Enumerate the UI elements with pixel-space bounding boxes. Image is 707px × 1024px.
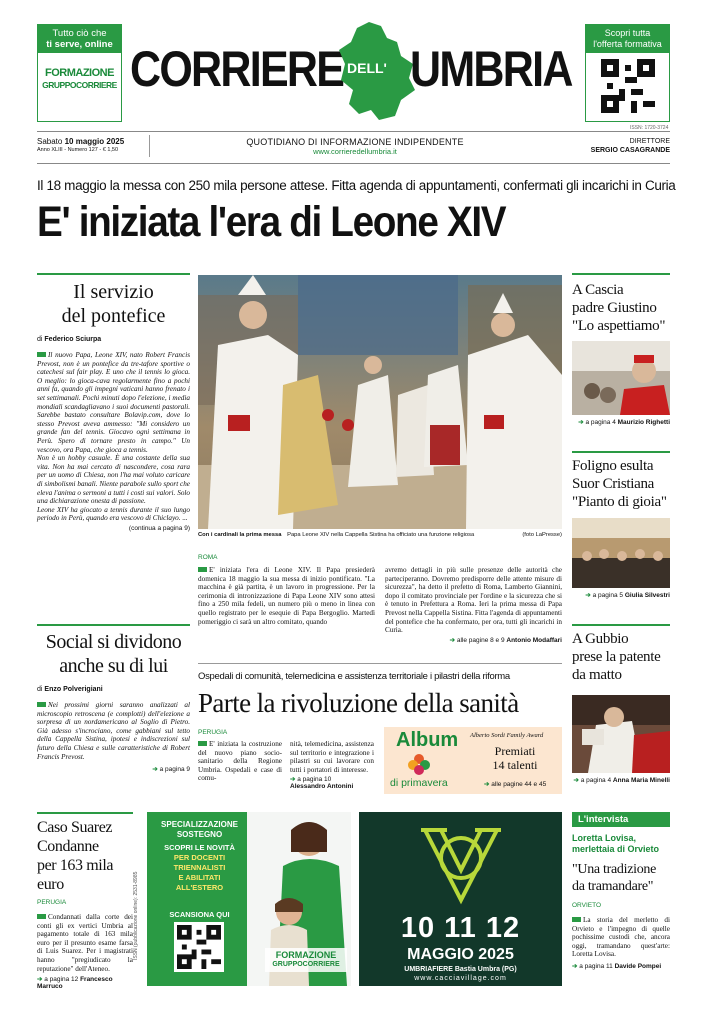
lead-headline[interactable]: E' iniziata l'era di Leone XIV <box>37 198 506 246</box>
ad-form-l4: PER DOCENTI <box>173 853 226 862</box>
caccia-month: MAGGIO 2025 <box>407 946 514 963</box>
album-subtitle: di primavera <box>390 777 448 789</box>
ad-form-brand2: GRUPPOCORRIERE <box>272 961 340 968</box>
qr-code-icon <box>601 59 655 113</box>
left-article-2[interactable]: Social si dividono anche su di lui di Enzo Polverigiani Nei prossimi giorni saranno analizzati al microscopio retroscena (e complotti) dell'elezione a sorpresa di un nordamericano al Soglio di Pietro. Già adesso s'incrociano, come gabbiani sul tetto della Cappella Sistina, ipotesi e indiscrezioni sul futuro della Chiesa e sulle caratteristiche di Robert Francis Prevost. ➔ a pagina 9 <box>37 631 190 774</box>
center-divider <box>198 663 562 664</box>
author: Maurizio Righetti <box>617 419 670 426</box>
left-col-rule <box>37 273 190 275</box>
ra2-t3: "Pianto di gioia" <box>572 494 667 510</box>
photo-credit: (foto LaPresse) <box>522 532 562 538</box>
center-ref[interactable]: alle pagine 8 e 9 <box>456 636 505 644</box>
issn-label: ISSN: 1720-3724 <box>630 125 669 131</box>
caccia-dates: 10 11 12 <box>400 912 521 944</box>
left-promo-brand2: GRUPPOCORRIERE <box>42 80 117 90</box>
website-link[interactable]: www.corrieredellumbria.it <box>313 147 397 156</box>
caccia-venue: UMBRIAFIERE Bastia Umbra (PG) <box>404 966 517 973</box>
sanita-body-1: E' iniziata la costruzione del nuovo piano socio-sanitario della Regione Umbria. Ospedali e case di comu- <box>198 740 282 783</box>
vertical-note: ISSN (pubblicazione online): 2531-8985 <box>133 871 139 960</box>
lead-kicker: Il 18 maggio la messa con 250 mila persone attese. Fitta agenda di appuntamenti, confermati gli incarichi in Curia <box>37 178 676 193</box>
author: Giulia Silvestri <box>624 592 670 599</box>
left-article-1-body3: Leone XIV ha giocato a tennis durante il suo lungo periodo in Perù, quando era vescovo di Chiclayo. ... <box>37 505 190 523</box>
center-article[interactable]: ROMA E' iniziata l'era di Leone XIV. Il Papa presiederà domenica 18 maggio la sua messa di inizio pontificato. "La macchina è già partita, è un lavoro in progressione. Per la cerimonia di intronizzazione di Papa Leone XIV sono attesi fino a 250 mila fedeli, un numero più o meno in linea con quello registrato per le esequie di Papa Bergoglio. Martedì pomeriggio ci sarà un altro comitato, quando avremo dettagli in più sulle presenze delle autorità che parteciperanno. Dovremo predisporre delle attente misure di sicurezza", ha detto il prefetto di Roma, Lamberto Giannini, dopo il comitato provinciale per l'ordine e la sicurezza che si è tenuto in Prefettura a Roma. Ieri la prima messa di Papa Prevost nella Cappella Sistina. Fitta l'agenda di appuntamenti del pontefice che ha confermato, per ora, tutti gli incarichi in Curia. ➔ alle pagine 8 e 9 Antonio Modaffari <box>198 554 562 644</box>
byline: Enzo Polverigiani <box>44 686 103 693</box>
continue-link[interactable]: (continua a pagina 9) <box>128 524 190 532</box>
ra2-ref[interactable]: a pagina 5 <box>592 592 624 599</box>
left-article-2-title2: anche su di lui <box>59 655 168 677</box>
left-article-3-location: PERUGIA <box>37 899 67 906</box>
center-location: ROMA <box>198 554 218 561</box>
interview-quote-1: "Una tradizione <box>572 862 657 877</box>
ad-caccia-village[interactable] <box>359 812 562 986</box>
left-article-3[interactable]: Caso Suarez Condanne per 163 mila euro PERUGIA Condannati dalla corte dei conti gli ex vertici Umbria al pagamento totale di 163 mila euro per il presunto esame farsa di Luis Suarez. Per i magistrati hanno "pregiudicato la reputazione" dell'Ateneo. ➔ a pagina 12 Francesco Marruco <box>37 819 133 991</box>
header-rule-2 <box>37 163 670 164</box>
right-promo-line1: Scopri tutta <box>604 28 651 38</box>
main-photo-caption <box>198 532 562 538</box>
author: Davide Pompei <box>614 962 662 970</box>
date-prefix: Sabato <box>37 137 63 146</box>
ra3-ref[interactable]: a pagina 4 <box>580 777 612 784</box>
interview-ref[interactable]: a pagina 11 <box>579 962 613 970</box>
sanita-headline[interactable]: Parte la rivoluzione della sanità <box>198 688 519 718</box>
ra1-t1: A Cascia <box>572 282 624 298</box>
album-line2: 14 talenti <box>492 758 538 772</box>
left-col-rule-2 <box>37 624 190 626</box>
left-article-1-body2: Non è un hobby casuale. È una costante della sua vita. Non ha mai cercato di nascondere, cosa rara per un uomo di Chiesa, non l'ha mai voluto caricare di simbolismi banali. Niente parabole sullo sport che eleva l'anima o sermoni a tutti i costi sui valori. Solo una dichiarazione onesta di passione. <box>37 454 190 506</box>
masthead-mid: DELL' <box>347 60 387 76</box>
date-block <box>37 137 124 155</box>
byline-prefix: di <box>37 336 43 343</box>
ra3-t1: A Gubbio <box>572 631 629 647</box>
center-body-2: avremo dettagli in più sulle presenze delle autorità che parteciperanno. Dovremo predisporre delle attente misure di sicurezza", ha detto il prefetto di Roma, Lamberto Giannini, dopo il comitato provinciale per l'ordine e la sicurezza che si è tenuto in Prefettura a Roma. Ieri la prima messa di Papa Prevost nella Cappella Sistina. Fitta l'agenda di appuntamenti del pontefice che ha confermato, per ora, tutti gli incarichi in Curia. <box>385 566 562 635</box>
right-col-rule-3 <box>572 624 670 626</box>
left-article-2-title1: Social si dividono <box>45 631 182 653</box>
left-promo-line2: ti serve, online <box>46 39 113 50</box>
masthead-left: CORRIERE <box>130 41 344 97</box>
ad-form-l2: SOSTEGNO <box>176 830 223 839</box>
left-article-3-title3: per 163 mila euro <box>37 857 114 893</box>
ad-form-l1: SPECIALIZZAZIONE <box>161 820 238 829</box>
album-title: Album <box>396 729 459 751</box>
ra3-photo[interactable] <box>572 695 670 773</box>
ad-form-l7: ALL'ESTERO <box>175 883 224 892</box>
left-article-1-body: Il nuovo Papa, Leone XIV, nato Robert Francis Prevost, non è un pontefice da tre-tafore sportive o catechesi sul fair play. E uno che il tennis lo gioca. O meglio: lo gioca-cava regolarmente fino a pochi anni fa, quando gli impegni vaticani hanno frenato i set settimanali. Pochi minuti dopo l'elezione, i media mondiali scandagliavano i suoi documenti pastorali. Sarebbe bastato consultare Bolavip.com, dove lo stesso Prevost aveva ammesso: "Mi considero un grande fan del tennis. Giocavo ogni settimana in Perù. Spero di tornare presto in campo." Un vescovo, ora Papa, che gioca a tennis. <box>37 351 190 454</box>
left-article-2-ref[interactable]: a pagina 9 <box>159 766 190 774</box>
caption-bold: Con i cardinali la prima messa <box>198 532 282 538</box>
ra1-ref[interactable]: a pagina 4 <box>585 419 616 426</box>
sanita-body-2: nità, telemedicina, assistenza sul territorio e integrazione i pilastri su cui lavorare con tutti i portatori di interesse. <box>290 740 374 774</box>
caccia-village-logo <box>417 820 505 908</box>
left-article-2-body: Nei prossimi giorni saranno analizzati al microscopio retroscena (e complotti) dell'elezione a sorpresa di un nordamericano al Soglio di Pietro. Già adesso s'incrociano, come gabbiani sul tetto della Cappella Sistina, ipotesi e indiscrezioni sul futuro della Chiesa e sulle caratteristiche di Robert Francis Prevost. <box>37 701 190 761</box>
ad-form-l3: SCOPRI LE NOVITÀ <box>164 843 235 852</box>
ra1-photo[interactable] <box>572 341 670 415</box>
right-article-2[interactable]: Foligno esulta Suor Cristiana "Pianto di gioia" ➔ a pagina 5 Giulia Silvestri <box>572 458 670 599</box>
interview-body: La storia del merletto di Orvieto e l'impegno di quelle pochissime custodi che, ancora oggi, tramandano quest'arte: Loretta Lovisa. <box>572 916 670 959</box>
ra3-t3: da matto <box>572 667 622 683</box>
ad-form-brand1: FORMAZIONE <box>275 950 337 960</box>
masthead[interactable] <box>130 36 576 106</box>
left-article-3-title2: Condanne <box>37 838 99 855</box>
ad-form-scan: SCANSIONA QUI <box>169 910 230 919</box>
author: Anna Maria Minelli <box>612 777 670 784</box>
ra1-t3: "Lo aspettiamo" <box>572 318 666 334</box>
issue-info: Anno XLIII - Numero 127 - € 1,50 <box>37 147 119 153</box>
left-article-3-body: Condannati dalla corte dei conti gli ex vertici Umbria al pagamento totale di 163 mila euro per il presunto esame farsa di Luis Suarez. Per i magistrati hanno "pregiudicato la reputazione" dell'Ateneo. <box>37 913 133 973</box>
ra1-t2: padre Giustino <box>572 300 657 316</box>
album-award: Alberto Sordi Family Award <box>470 732 544 739</box>
right-promo-box[interactable] <box>585 24 670 122</box>
left-article-3-title1: Caso Suarez <box>37 819 113 836</box>
left-article-3-ref[interactable]: a pagina 12 <box>44 976 79 984</box>
left-promo-line1: Tutto ciò che <box>52 28 107 39</box>
ad-form-l6: E ABILITATI <box>178 873 221 882</box>
right-article-3[interactable]: A Gubbio prese la patente da matto ➔ a pagina 4 Anna Maria Minelli <box>572 631 670 784</box>
tagline: QUOTIDIANO DI INFORMAZIONE INDIPENDENTE <box>246 137 464 147</box>
ra2-t2: Suor Cristiana <box>572 476 655 492</box>
left-col-rule-3 <box>37 812 133 814</box>
sanita-ref[interactable]: a pagina 10 <box>297 776 332 784</box>
masthead-right: UMBRIA <box>410 41 572 97</box>
caption-text: Papa Leone XIV nella Cappella Sistina ha officiato una funzione religiosa <box>287 532 475 538</box>
left-promo-box[interactable] <box>37 24 122 122</box>
right-col-rule-2 <box>572 451 670 453</box>
header-rule <box>37 131 670 132</box>
left-promo-brand1: FORMAZIONE <box>45 67 114 79</box>
date-divider <box>149 135 150 157</box>
interview-location: ORVIETO <box>572 902 602 909</box>
album-box[interactable]: Album di primavera Alberto Sordi Family Award Premiati 14 talenti ➔ alle pagine 44 e 45 <box>384 727 562 794</box>
author: Francesco Marruco <box>37 976 113 991</box>
sanita-location: PERUGIA <box>198 729 228 736</box>
interview-label: L'intervista <box>572 812 670 827</box>
caccia-site[interactable]: www.cacciavillage.com <box>414 975 507 982</box>
right-promo-line2: l'offerta formativa <box>593 39 662 49</box>
director-block <box>560 137 670 155</box>
center-body-1: E' iniziata l'era di Leone XIV. Il Papa presiederà domenica 18 maggio la sua messa di inizio pontificato. "La macchina è già partita, è un lavoro in progressione. Per la cerimonia di intronizzazione di Papa Leone XIV sono attesi fino a 250 mila fedeli, un numero più o meno in linea con quello registrato per le esequie di Papa Bergoglio. Martedì pomeriggio ci sarà un altro comitato, quando <box>198 566 375 626</box>
right-col-rule <box>572 273 670 275</box>
left-article-1-title1: Il servizio <box>73 281 154 303</box>
director-name: SERGIO CASAGRANDE <box>590 147 670 154</box>
ra2-photo[interactable] <box>572 518 670 588</box>
album-ref[interactable]: alle pagine 44 e 45 <box>491 781 547 788</box>
tagline-block <box>200 137 510 156</box>
date: 10 maggio 2025 <box>64 137 125 146</box>
main-photo[interactable] <box>198 275 562 529</box>
flower-icon <box>406 751 432 777</box>
byline-prefix: di <box>37 686 43 693</box>
ad-formazione[interactable] <box>147 812 351 986</box>
sistine-chapel-illustration <box>198 275 562 529</box>
ra3-t2: prese la patente <box>572 649 661 665</box>
author: Alessandro Antonini <box>290 783 354 791</box>
right-article-1[interactable]: A Cascia padre Giustino "Lo aspettiamo" ➔ a pagina 4 Maurizio Righetti <box>572 282 670 426</box>
ad-form-l5: TRIENNALISTI <box>173 863 226 872</box>
director-label: DIRETTORE <box>629 138 670 145</box>
interview-quote-2: da tramandare" <box>572 879 654 894</box>
interview-role: merlettaia di Orvieto <box>572 844 660 854</box>
author: Antonio Modaffari <box>506 636 562 644</box>
byline: Federico Sciurpa <box>44 336 102 343</box>
album-line1: Premiati <box>494 744 536 758</box>
qr-code-icon[interactable] <box>174 922 224 972</box>
interview-name: Loretta Lovisa, <box>572 833 637 843</box>
left-article-1[interactable] <box>37 280 190 532</box>
interview-box[interactable]: L'intervista Loretta Lovisa, merlettaia di Orvieto "Una tradizione da tramandare" ORVIETO La storia del merletto di Orvieto e l'impegno di quelle pochissime custodi che, ancora oggi, tramandano quest'arte: Loretta Lovisa. ➔ a pagina 11 Davide Pompei <box>572 814 670 970</box>
ra2-t1: Foligno esulta <box>572 458 654 474</box>
left-article-1-title2: del pontefice <box>61 305 166 327</box>
sanita-article[interactable]: PERUGIA E' iniziata la costruzione del nuovo piano socio-sanitario della Regione Umbria. Ospedali e case di comu- nità, telemedicina, assistenza sul territorio e integrazione i pilastri su cui lavorare con tutti i portatori di interesse. ➔ a pagina 10 Alessandro Antonini <box>198 729 374 791</box>
sanita-kicker: Ospedali di comunità, telemedicina e assistenza territoriale i pilastri della riforma <box>198 671 510 682</box>
